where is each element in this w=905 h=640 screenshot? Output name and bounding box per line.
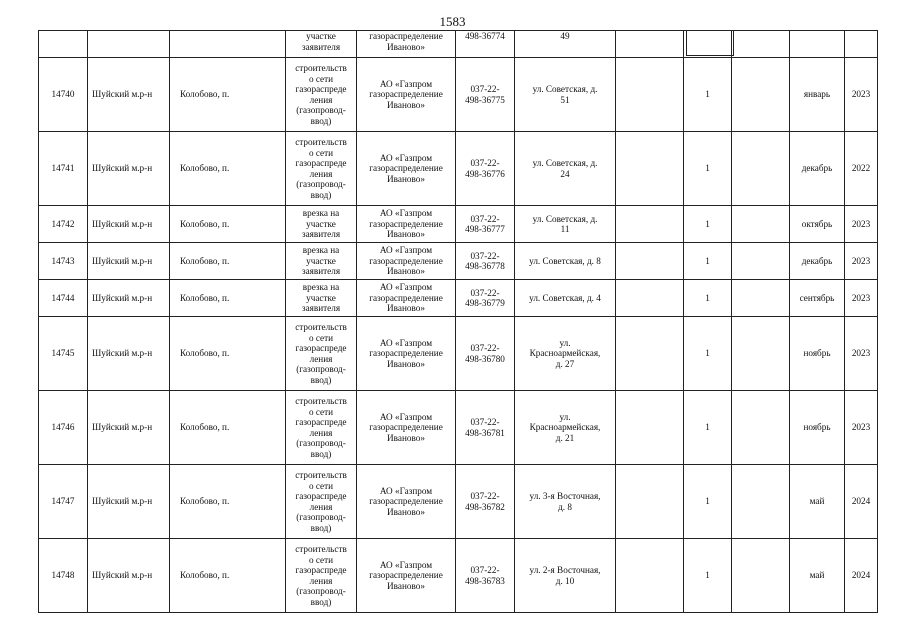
- cell-month: ноябрь: [790, 391, 845, 465]
- cell-locality: [170, 31, 286, 58]
- cell-code: 037-22- 498-36783: [456, 539, 515, 613]
- cell-month: май: [790, 539, 845, 613]
- cell-quantity: 1: [684, 317, 732, 391]
- cell-district: Шуйский м.р-н: [88, 391, 170, 465]
- cell-year: 2023: [845, 206, 878, 243]
- cell-organization: АО «Газпром газораспределение Иваново»: [357, 391, 456, 465]
- cell-num: 14745: [39, 317, 88, 391]
- cell-work-type: участке заявителя: [286, 31, 357, 58]
- cell-locality: Колобово, п.: [170, 280, 286, 317]
- cell-locality: Колобово, п.: [170, 317, 286, 391]
- cell-empty: [616, 317, 684, 391]
- cell-code: 498-36774: [456, 31, 515, 58]
- table-row: [39, 58, 878, 132]
- cell-district: Шуйский м.р-н: [88, 280, 170, 317]
- cell-num: 14744: [39, 280, 88, 317]
- cell-organization: АО «Газпром газораспределение Иваново»: [357, 317, 456, 391]
- cell-quantity: 1: [684, 465, 732, 539]
- cell-empty: [732, 132, 790, 206]
- cell-work-type: строительств о сети газораспреде ления (газопровод- ввод): [286, 58, 357, 132]
- cell-code: 037-22- 498-36775: [456, 58, 515, 132]
- table-row: [39, 132, 878, 206]
- cell-locality: Колобово, п.: [170, 243, 286, 280]
- cell-quantity: 1: [684, 58, 732, 132]
- cell-quantity: 1: [684, 206, 732, 243]
- cell-month: ноябрь: [790, 317, 845, 391]
- cell-organization: газораспределение Иваново»: [357, 31, 456, 58]
- cell-district: Шуйский м.р-н: [88, 465, 170, 539]
- cell-locality: Колобово, п.: [170, 465, 286, 539]
- cell-address: ул. 2-я Восточная, д. 10: [515, 539, 616, 613]
- cell-year: 2023: [845, 280, 878, 317]
- cell-empty: [732, 243, 790, 280]
- table-row: [39, 280, 878, 317]
- cell-month: [790, 31, 845, 58]
- cell-empty: [732, 58, 790, 132]
- cell-year: 2023: [845, 317, 878, 391]
- cell-year: 2024: [845, 539, 878, 613]
- cell-month: май: [790, 465, 845, 539]
- cell-empty: [616, 31, 684, 58]
- cell-empty: [616, 243, 684, 280]
- unit-box-outline: [686, 30, 734, 56]
- table-row: [39, 391, 878, 465]
- cell-district: Шуйский м.р-н: [88, 58, 170, 132]
- cell-address: ул. Советская, д. 24: [515, 132, 616, 206]
- cell-organization: АО «Газпром газораспределение Иваново»: [357, 58, 456, 132]
- cell-year: 2023: [845, 243, 878, 280]
- cell-empty: [616, 132, 684, 206]
- cell-work-type: строительств о сети газораспреде ления (газопровод- ввод): [286, 539, 357, 613]
- cell-num: 14742: [39, 206, 88, 243]
- page-number: 1583: [439, 14, 466, 29]
- cell-empty: [616, 280, 684, 317]
- cell-district: Шуйский м.р-н: [88, 317, 170, 391]
- cell-district: Шуйский м.р-н: [88, 243, 170, 280]
- cell-work-type: строительств о сети газораспреде ления (газопровод- ввод): [286, 132, 357, 206]
- cell-empty: [732, 317, 790, 391]
- cell-work-type: врезка на участке заявителя: [286, 280, 357, 317]
- table-body: [39, 31, 878, 613]
- table-row: [39, 317, 878, 391]
- cell-quantity: 1: [684, 539, 732, 613]
- cell-address: ул. Красноармейская, д. 27: [515, 317, 616, 391]
- cell-num: 14746: [39, 391, 88, 465]
- table-row: [39, 465, 878, 539]
- cell-code: 037-22- 498-36782: [456, 465, 515, 539]
- cell-work-type: врезка на участке заявителя: [286, 243, 357, 280]
- cell-empty: [732, 539, 790, 613]
- cell-month: январь: [790, 58, 845, 132]
- table-row: [39, 539, 878, 613]
- cell-code: 037-22- 498-36776: [456, 132, 515, 206]
- cell-district: Шуйский м.р-н: [88, 132, 170, 206]
- cell-year: 2024: [845, 465, 878, 539]
- cell-code: 037-22- 498-36780: [456, 317, 515, 391]
- cell-locality: Колобово, п.: [170, 58, 286, 132]
- cell-num: 14743: [39, 243, 88, 280]
- cell-empty: [732, 465, 790, 539]
- cell-code: 037-22- 498-36779: [456, 280, 515, 317]
- cell-empty: [732, 391, 790, 465]
- cell-address: ул. 3-я Восточная, д. 8: [515, 465, 616, 539]
- cell-organization: АО «Газпром газораспределение Иваново»: [357, 280, 456, 317]
- cell-num: 14748: [39, 539, 88, 613]
- cell-code: 037-22- 498-36778: [456, 243, 515, 280]
- cell-address: 49: [515, 31, 616, 58]
- cell-locality: Колобово, п.: [170, 206, 286, 243]
- cell-empty: [732, 280, 790, 317]
- cell-num: [39, 31, 88, 58]
- cell-year: [845, 31, 878, 58]
- cell-month: декабрь: [790, 243, 845, 280]
- cell-work-type: строительств о сети газораспреде ления (газопровод- ввод): [286, 391, 357, 465]
- cell-code: 037-22- 498-36777: [456, 206, 515, 243]
- cell-num: 14740: [39, 58, 88, 132]
- cell-organization: АО «Газпром газораспределение Иваново»: [357, 206, 456, 243]
- cell-empty: [732, 206, 790, 243]
- cell-month: декабрь: [790, 132, 845, 206]
- cell-empty: [616, 539, 684, 613]
- cell-district: Шуйский м.р-н: [88, 539, 170, 613]
- cell-year: 2023: [845, 58, 878, 132]
- cell-quantity: 1: [684, 391, 732, 465]
- cell-locality: Колобово, п.: [170, 539, 286, 613]
- cell-organization: АО «Газпром газораспределение Иваново»: [357, 539, 456, 613]
- cell-year: 2023: [845, 391, 878, 465]
- cell-address: ул. Красноармейская, д. 21: [515, 391, 616, 465]
- cell-address: ул. Советская, д. 11: [515, 206, 616, 243]
- cell-district: [88, 31, 170, 58]
- cell-empty: [616, 58, 684, 132]
- cell-code: 037-22- 498-36781: [456, 391, 515, 465]
- table-row-continued: [39, 31, 878, 58]
- table-row: [39, 206, 878, 243]
- gas-connection-registry-table: [38, 30, 878, 613]
- cell-organization: АО «Газпром газораспределение Иваново»: [357, 132, 456, 206]
- cell-address: ул. Советская, д. 8: [515, 243, 616, 280]
- cell-locality: Колобово, п.: [170, 391, 286, 465]
- cell-quantity: 1: [684, 132, 732, 206]
- cell-address: ул. Советская, д. 4: [515, 280, 616, 317]
- cell-month: октябрь: [790, 206, 845, 243]
- cell-quantity: 1: [684, 243, 732, 280]
- cell-empty: [732, 31, 790, 58]
- cell-work-type: врезка на участке заявителя: [286, 206, 357, 243]
- cell-year: 2022: [845, 132, 878, 206]
- table-row: [39, 243, 878, 280]
- cell-district: Шуйский м.р-н: [88, 206, 170, 243]
- cell-num: 14747: [39, 465, 88, 539]
- cell-quantity: 1: [684, 280, 732, 317]
- cell-month: сентябрь: [790, 280, 845, 317]
- cell-empty: [616, 465, 684, 539]
- cell-empty: [616, 391, 684, 465]
- cell-num: 14741: [39, 132, 88, 206]
- cell-empty: [616, 206, 684, 243]
- cell-address: ул. Советская, д. 51: [515, 58, 616, 132]
- cell-work-type: строительств о сети газораспреде ления (газопровод- ввод): [286, 317, 357, 391]
- cell-locality: Колобово, п.: [170, 132, 286, 206]
- cell-organization: АО «Газпром газораспределение Иваново»: [357, 465, 456, 539]
- cell-organization: АО «Газпром газораспределение Иваново»: [357, 243, 456, 280]
- cell-work-type: строительств о сети газораспреде ления (газопровод- ввод): [286, 465, 357, 539]
